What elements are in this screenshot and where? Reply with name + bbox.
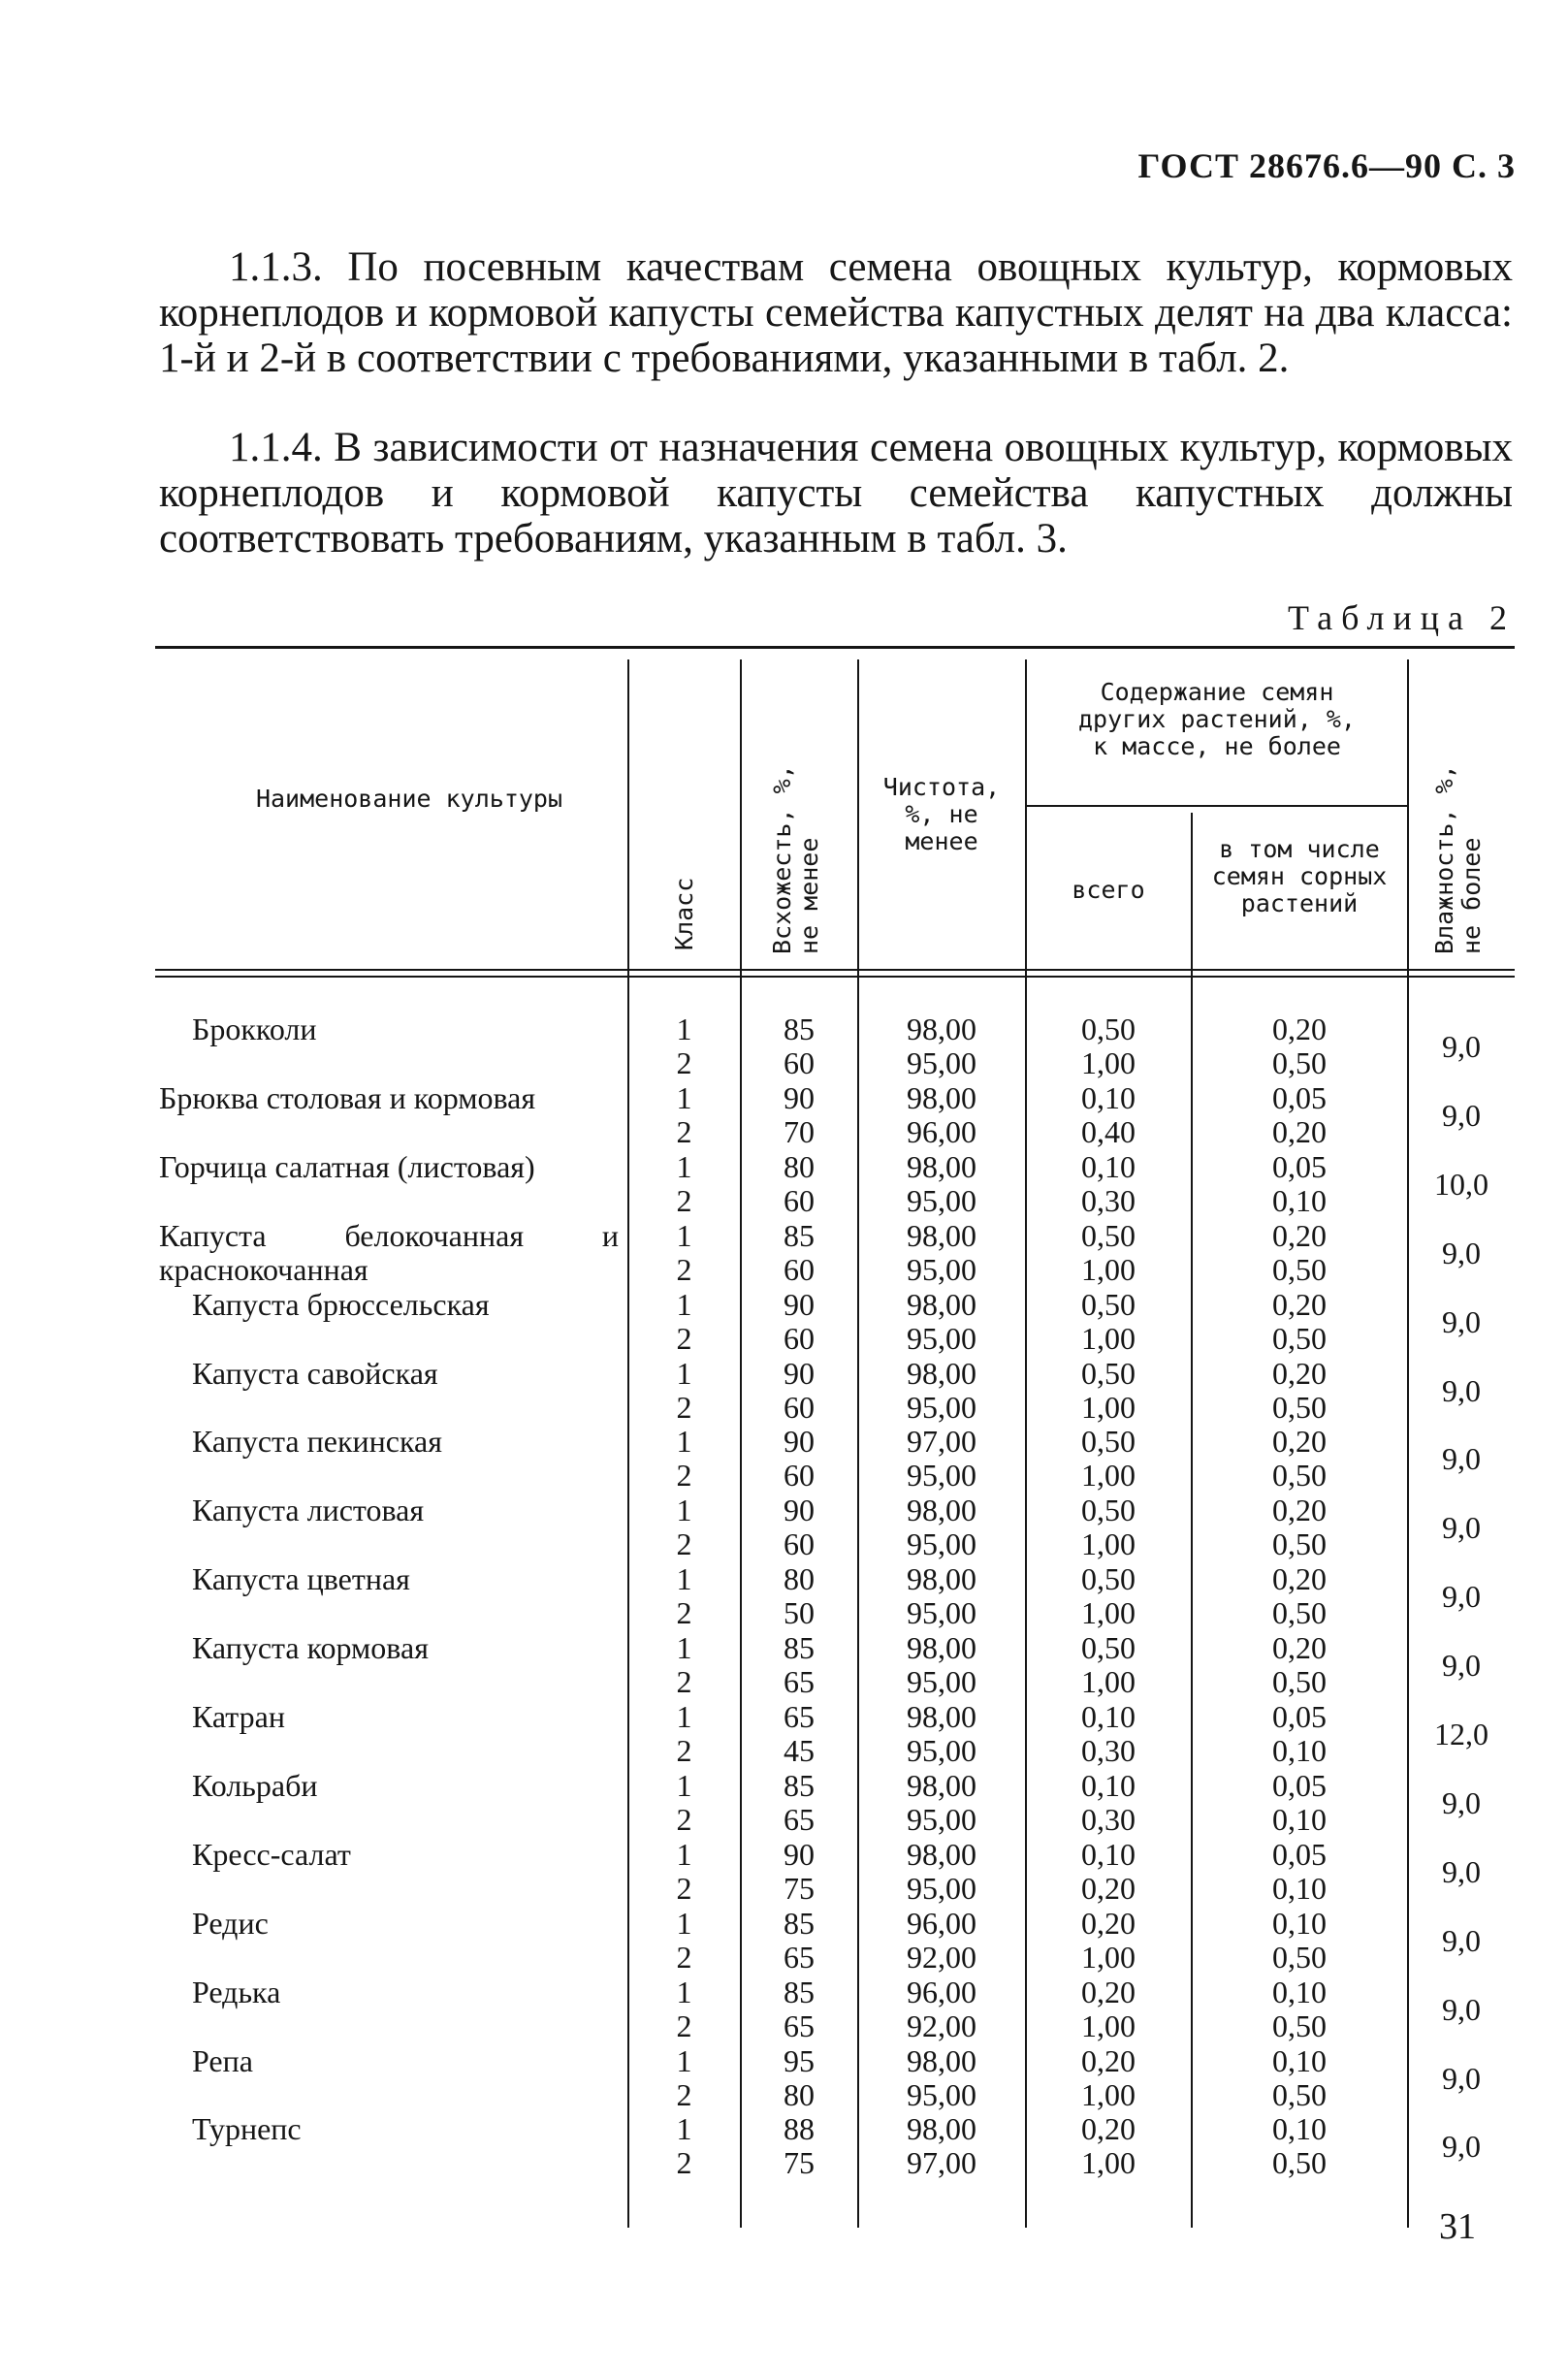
- total-other-seeds-value: 0,50: [1081, 1355, 1136, 1391]
- purity-value: 98,00: [907, 1355, 976, 1391]
- class-value: 1: [676, 1561, 692, 1597]
- total-other-seeds-value: 0,40: [1081, 1113, 1136, 1149]
- total-other-seeds-value: 0,30: [1081, 1733, 1136, 1768]
- class-value: 1: [676, 1699, 692, 1734]
- purity-value: 95,00: [907, 1733, 976, 1768]
- moisture-value: 9,0: [1442, 2060, 1481, 2096]
- moisture-value: 9,0: [1442, 1510, 1481, 1546]
- crop-name: Кольраби: [192, 1767, 318, 1803]
- moisture-value: 9,0: [1442, 1097, 1481, 1133]
- moisture-value: 9,0: [1442, 2129, 1481, 2165]
- total-other-seeds-value: 1,00: [1081, 1251, 1136, 1287]
- crop-name: Капуста савойская: [192, 1355, 438, 1391]
- weed-seeds-value: 0,50: [1272, 2076, 1327, 2112]
- paragraph-1-1-4: 1.1.4. В зависимости от назначения семена овощных культур, кормовых корнеплодов и кормовой капусты семейства капустных должны соответствовать требованиям, указанным в табл. 3.: [159, 425, 1513, 562]
- crop-name: Капуста белокочанная и краснокочанная: [159, 1217, 619, 1287]
- class-value: 2: [676, 1801, 692, 1837]
- weed-seeds-value: 0,10: [1272, 1733, 1327, 1768]
- class-value: 1: [676, 1286, 692, 1322]
- class-value: 2: [676, 1251, 692, 1287]
- germination-value: 65: [784, 1699, 815, 1734]
- weed-seeds-value: 0,20: [1272, 1113, 1327, 1149]
- weed-seeds-value: 0,05: [1272, 1836, 1327, 1872]
- class-value: 1: [676, 1148, 692, 1184]
- crop-name: Турнепс: [192, 2111, 302, 2147]
- header-weeds: в том числе семян сорных растений: [1211, 835, 1388, 917]
- germination-value: 60: [784, 1526, 815, 1562]
- purity-value: 98,00: [907, 1148, 976, 1184]
- purity-value: 95,00: [907, 1045, 976, 1080]
- germination-value: 90: [784, 1836, 815, 1872]
- header-other-seeds: Содержание семян других растений, %, к массе, не более: [1078, 678, 1356, 760]
- purity-value: 97,00: [907, 2145, 976, 2181]
- total-other-seeds-value: 1,00: [1081, 1664, 1136, 1700]
- weed-seeds-value: 0,20: [1272, 1424, 1327, 1460]
- germination-value: 85: [784, 1974, 815, 2009]
- germination-value: 65: [784, 1939, 815, 1975]
- table-caption: Таблица 2: [1288, 598, 1516, 637]
- total-other-seeds-value: 1,00: [1081, 1045, 1136, 1080]
- document-header: ГОСТ 28676.6—90 С. 3: [1137, 146, 1516, 185]
- moisture-value: 9,0: [1442, 1029, 1481, 1064]
- class-value: 2: [676, 1733, 692, 1768]
- total-other-seeds-value: 1,00: [1081, 2076, 1136, 2112]
- header-total: всего: [1072, 876, 1145, 904]
- moisture-value: 9,0: [1442, 1372, 1481, 1408]
- purity-value: 98,00: [907, 1836, 976, 1872]
- total-other-seeds-value: 0,10: [1081, 1148, 1136, 1184]
- weed-seeds-value: 0,05: [1272, 1699, 1327, 1734]
- purity-value: 95,00: [907, 2076, 976, 2112]
- purity-value: 95,00: [907, 1664, 976, 1700]
- purity-value: 96,00: [907, 1905, 976, 1941]
- total-other-seeds-value: 0,10: [1081, 1079, 1136, 1115]
- weed-seeds-value: 0,50: [1272, 2008, 1327, 2043]
- moisture-value: 9,0: [1442, 1441, 1481, 1477]
- weed-seeds-value: 0,05: [1272, 1767, 1327, 1803]
- purity-value: 96,00: [907, 1113, 976, 1149]
- moisture-value: 9,0: [1442, 1991, 1481, 2027]
- class-value: 1: [676, 1079, 692, 1115]
- moisture-value: 9,0: [1442, 1303, 1481, 1339]
- crop-name: Капуста листовая: [192, 1493, 425, 1528]
- crop-name: Капуста цветная: [192, 1561, 410, 1597]
- crop-name: Капуста пекинская: [192, 1424, 442, 1460]
- purity-value: 96,00: [907, 1974, 976, 2009]
- class-value: 1: [676, 1905, 692, 1941]
- table-top-rule: [155, 646, 1515, 649]
- class-value: 1: [676, 1012, 692, 1046]
- purity-value: 92,00: [907, 1939, 976, 1975]
- moisture-value: 9,0: [1442, 1579, 1481, 1615]
- purity-value: 95,00: [907, 1870, 976, 1906]
- class-value: 1: [676, 1836, 692, 1872]
- table-header-rule-2: [155, 976, 1515, 978]
- crop-name: Капуста брюссельская: [192, 1286, 490, 1322]
- total-other-seeds-value: 0,50: [1081, 1286, 1136, 1322]
- weed-seeds-value: 0,20: [1272, 1493, 1327, 1528]
- weed-seeds-value: 0,05: [1272, 1148, 1327, 1184]
- purity-value: 95,00: [907, 1458, 976, 1494]
- total-other-seeds-value: 1,00: [1081, 2008, 1136, 2043]
- purity-value: 92,00: [907, 2008, 976, 2043]
- purity-value: 95,00: [907, 1595, 976, 1631]
- purity-value: 95,00: [907, 1320, 976, 1356]
- weed-seeds-value: 0,05: [1272, 1079, 1327, 1115]
- germination-value: 80: [784, 1148, 815, 1184]
- germination-value: 85: [784, 1630, 815, 1666]
- weed-seeds-value: 0,10: [1272, 1870, 1327, 1906]
- weed-seeds-value: 0,50: [1272, 1595, 1327, 1631]
- germination-value: 90: [784, 1286, 815, 1322]
- crop-name: Брюква столовая и кормовая: [159, 1079, 536, 1115]
- class-value: 1: [676, 1217, 692, 1253]
- total-other-seeds-value: 0,10: [1081, 1699, 1136, 1734]
- weed-seeds-value: 0,20: [1272, 1217, 1327, 1253]
- header-class: Класс: [670, 877, 698, 950]
- class-value: 1: [676, 1493, 692, 1528]
- purity-value: 98,00: [907, 1493, 976, 1528]
- paragraph-1-1-3: 1.1.3. По посевным качествам семена овощных культур, кормовых корнеплодов и кормовой капусты семейства капустных делят на два класса: 1-й и 2-й в соответствии с требованиями, указанными в табл. 2.: [159, 244, 1513, 381]
- germination-value: 75: [784, 2145, 815, 2181]
- total-other-seeds-value: 0,30: [1081, 1182, 1136, 1218]
- moisture-value: 9,0: [1442, 1922, 1481, 1958]
- table-header-rule-1: [155, 969, 1515, 971]
- weed-seeds-value: 0,50: [1272, 1526, 1327, 1562]
- weed-seeds-value: 0,50: [1272, 1939, 1327, 1975]
- total-other-seeds-value: 0,50: [1081, 1012, 1136, 1046]
- class-value: 2: [676, 1458, 692, 1494]
- class-value: 2: [676, 1526, 692, 1562]
- purity-value: 98,00: [907, 2042, 976, 2078]
- germination-value: 60: [784, 1320, 815, 1356]
- total-other-seeds-value: 0,20: [1081, 2111, 1136, 2147]
- total-other-seeds-value: 0,20: [1081, 1974, 1136, 2009]
- class-value: 2: [676, 1664, 692, 1700]
- total-other-seeds-value: 0,50: [1081, 1217, 1136, 1253]
- weed-seeds-value: 0,20: [1272, 1286, 1327, 1322]
- weed-seeds-value: 0,10: [1272, 1801, 1327, 1837]
- total-other-seeds-value: 0,10: [1081, 1767, 1136, 1803]
- weed-seeds-value: 0,10: [1272, 2111, 1327, 2147]
- germination-value: 80: [784, 2076, 815, 2112]
- weed-seeds-value: 0,50: [1272, 1251, 1327, 1287]
- germination-value: 45: [784, 1733, 815, 1768]
- purity-value: 98,00: [907, 1079, 976, 1115]
- germination-value: 60: [784, 1045, 815, 1080]
- total-other-seeds-value: 0,30: [1081, 1801, 1136, 1837]
- class-value: 1: [676, 1424, 692, 1460]
- class-value: 2: [676, 2145, 692, 2181]
- header-purity: Чистота, %, не менее: [882, 773, 1001, 855]
- class-value: 2: [676, 1939, 692, 1975]
- germination-value: 88: [784, 2111, 815, 2147]
- page-number: 31: [1439, 2206, 1476, 2247]
- purity-value: 97,00: [907, 1424, 976, 1460]
- weed-seeds-value: 0,50: [1272, 1389, 1327, 1425]
- total-other-seeds-value: 1,00: [1081, 1595, 1136, 1631]
- weed-seeds-value: 0,10: [1272, 1182, 1327, 1218]
- weed-seeds-value: 0,20: [1272, 1561, 1327, 1597]
- total-other-seeds-value: 0,50: [1081, 1630, 1136, 1666]
- crop-name: Кресс-салат: [192, 1836, 351, 1872]
- crop-name: Катран: [192, 1699, 285, 1734]
- moisture-value: 10,0: [1434, 1166, 1488, 1202]
- weed-seeds-value: 0,50: [1272, 1458, 1327, 1494]
- germination-value: 85: [784, 1905, 815, 1941]
- total-other-seeds-value: 0,50: [1081, 1424, 1136, 1460]
- class-value: 2: [676, 2008, 692, 2043]
- purity-value: 98,00: [907, 1286, 976, 1322]
- class-value: 1: [676, 1767, 692, 1803]
- total-other-seeds-value: 0,20: [1081, 1905, 1136, 1941]
- germination-value: 85: [784, 1217, 815, 1253]
- total-other-seeds-value: 0,20: [1081, 2042, 1136, 2078]
- weed-seeds-value: 0,10: [1272, 2042, 1327, 2078]
- moisture-value: 12,0: [1434, 1717, 1488, 1751]
- class-value: 2: [676, 1389, 692, 1425]
- purity-value: 95,00: [907, 1526, 976, 1562]
- class-value: 2: [676, 1182, 692, 1218]
- weed-seeds-value: 0,50: [1272, 1320, 1327, 1356]
- subheader-rule: [1025, 805, 1407, 807]
- purity-value: 98,00: [907, 1767, 976, 1803]
- weed-seeds-value: 0,20: [1272, 1630, 1327, 1666]
- weed-seeds-value: 0,20: [1272, 1355, 1327, 1391]
- weed-seeds-value: 0,10: [1272, 1905, 1327, 1941]
- germination-value: 90: [784, 1493, 815, 1528]
- germination-value: 65: [784, 2008, 815, 2043]
- class-value: 2: [676, 1870, 692, 1906]
- purity-value: 98,00: [907, 1012, 976, 1046]
- moisture-value: 9,0: [1442, 1235, 1481, 1270]
- purity-value: 95,00: [907, 1251, 976, 1287]
- germination-value: 85: [784, 1012, 815, 1046]
- total-other-seeds-value: 1,00: [1081, 1458, 1136, 1494]
- moisture-value: 9,0: [1442, 1784, 1481, 1820]
- total-other-seeds-value: 0,10: [1081, 1836, 1136, 1872]
- header-germination: Всхожесть, %, не менее: [768, 764, 823, 954]
- weed-seeds-value: 0,50: [1272, 1664, 1327, 1700]
- crop-name: Репа: [192, 2042, 253, 2078]
- purity-value: 98,00: [907, 1699, 976, 1734]
- purity-value: 95,00: [907, 1801, 976, 1837]
- germination-value: 60: [784, 1251, 815, 1287]
- germination-value: 60: [784, 1389, 815, 1425]
- total-other-seeds-value: 0,20: [1081, 1870, 1136, 1906]
- germination-value: 50: [784, 1595, 815, 1631]
- germination-value: 65: [784, 1801, 815, 1837]
- header-moisture: Влажность, %, не более: [1430, 764, 1486, 954]
- germination-value: 75: [784, 1870, 815, 1906]
- germination-value: 80: [784, 1561, 815, 1597]
- crop-name: Капуста кормовая: [192, 1630, 429, 1666]
- total-other-seeds-value: 0,50: [1081, 1561, 1136, 1597]
- class-value: 1: [676, 2111, 692, 2147]
- weed-seeds-value: 0,10: [1272, 1974, 1327, 2009]
- germination-value: 95: [784, 2042, 815, 2078]
- purity-value: 98,00: [907, 1630, 976, 1666]
- total-other-seeds-value: 1,00: [1081, 2145, 1136, 2181]
- class-value: 2: [676, 1595, 692, 1631]
- crop-name: Горчица салатная (листовая): [159, 1148, 535, 1184]
- germination-value: 85: [784, 1767, 815, 1803]
- germination-value: 60: [784, 1182, 815, 1218]
- class-value: 1: [676, 2042, 692, 2078]
- crop-name: Редька: [192, 1974, 281, 2009]
- class-value: 2: [676, 2076, 692, 2112]
- weed-seeds-value: 0,50: [1272, 1045, 1327, 1080]
- class-value: 2: [676, 1045, 692, 1080]
- purity-value: 98,00: [907, 1561, 976, 1597]
- germination-value: 70: [784, 1113, 815, 1149]
- class-value: 1: [676, 1630, 692, 1666]
- class-value: 1: [676, 1974, 692, 2009]
- total-other-seeds-value: 1,00: [1081, 1939, 1136, 1975]
- germination-value: 90: [784, 1079, 815, 1115]
- moisture-value: 9,0: [1442, 1648, 1481, 1684]
- class-value: 2: [676, 1113, 692, 1149]
- purity-value: 98,00: [907, 2111, 976, 2147]
- class-value: 1: [676, 1355, 692, 1391]
- class-value: 2: [676, 1320, 692, 1356]
- total-other-seeds-value: 1,00: [1081, 1320, 1136, 1356]
- germination-value: 90: [784, 1424, 815, 1460]
- total-other-seeds-value: 0,50: [1081, 1493, 1136, 1528]
- germination-value: 65: [784, 1664, 815, 1700]
- crop-name: Брокколи: [192, 1012, 317, 1046]
- weed-seeds-value: 0,50: [1272, 2145, 1327, 2181]
- germination-value: 60: [784, 1458, 815, 1494]
- moisture-value: 9,0: [1442, 1853, 1481, 1889]
- purity-value: 95,00: [907, 1389, 976, 1425]
- purity-value: 95,00: [907, 1182, 976, 1218]
- header-crop-name: Наименование культуры: [255, 785, 563, 813]
- weed-seeds-value: 0,20: [1272, 1012, 1327, 1046]
- total-other-seeds-value: 1,00: [1081, 1526, 1136, 1562]
- germination-value: 90: [784, 1355, 815, 1391]
- total-other-seeds-value: 1,00: [1081, 1389, 1136, 1425]
- purity-value: 98,00: [907, 1217, 976, 1253]
- crop-name: Редис: [192, 1905, 269, 1941]
